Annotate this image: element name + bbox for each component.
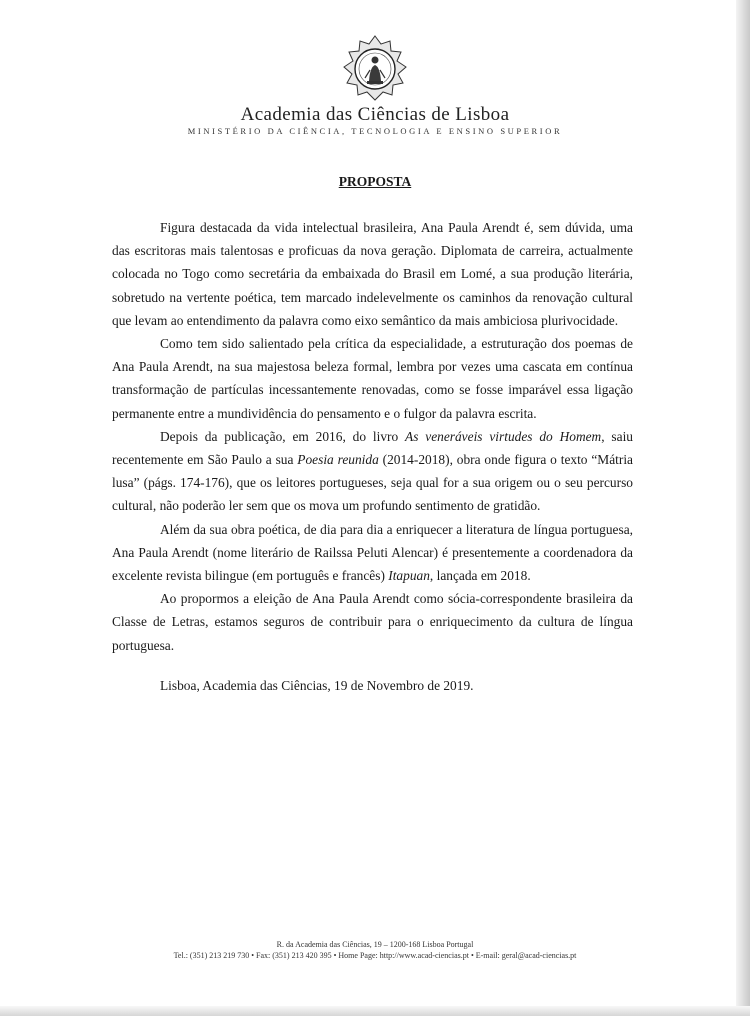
paragraph-3 <box>112 425 633 518</box>
ministry-subtitle: MINISTÉRIO DA CIÊNCIA, TECNOLOGIA E ENSINO SUPERIOR <box>187 126 563 136</box>
journal-title-itapuan: Itapuan <box>388 568 430 584</box>
footer-address: R. da Academia das Ciências, 19 – 1200-168 Lisboa Portugal <box>276 940 474 949</box>
paragraph-5: Ao propormos a eleição de Ana Paula Arendt como sócia-correspondente brasileira da Classe de Letras, estamos seguros de contribuir para o enriquecimento da cultura de língua portuguesa. <box>112 591 633 653</box>
place-and-date: Lisboa, Academia das Ciências, 19 de Novembro de 2019. <box>160 678 474 693</box>
paragraph-4-text-b: , lançada em 2018. <box>429 568 531 584</box>
paragraph-2: Como tem sido salientado pela crítica da especialidade, a estruturação dos poemas de Ana Paula Arendt, na sua majestosa beleza formal, lembra por vezes uma cascata em contínua transformação de partículas incessantemente renovadas, como se fosse imparável essa ligação permanente entre a mundividência do pensamento e o fulgor da palavra escrita. <box>112 336 633 421</box>
paragraph-3-text-c: (2014-2018), obra onde figura o texto “Mátria lusa” (págs. 174-176), que os leitores portugueses, seja qual for a sua origem ou o seu percurso cultural, não poderão ler sem que os mova um profundo sentimento de gratidão. <box>112 452 633 514</box>
institution-name: Academia das Ciências de Lisboa <box>240 104 510 125</box>
paragraph-4 <box>112 518 633 588</box>
page-edge-shadow-right <box>736 0 750 1016</box>
book-title-veneraveis-virtudes: As veneráveis virtudes do Homem <box>405 428 602 444</box>
footer-contacts: Tel.: (351) 213 219 730 • Fax: (351) 213 420 395 • Home Page: http://www.acad-ciencias.pt • E-mail: geral@acad-ciencias.pt <box>173 951 577 960</box>
document-heading: PROPOSTA <box>338 174 412 189</box>
page-edge-shadow-bottom <box>0 1006 750 1016</box>
paragraph-3-text-a: Depois da publicação, em 2016, do livro <box>160 428 406 444</box>
academy-seal-emblem-icon <box>340 34 410 104</box>
paragraph-3-text-b: , saiu recentemente em São Paulo a sua <box>112 428 633 468</box>
paragraph-4-text-a: Além da sua obra poética, de dia para dia a enriquecer a literatura de língua portuguesa, Ana Paula Arendt (nome literário de Railssa Peluti Alencar) é presentemente a coordenadora da excelente revista bilingue (em português e francês) <box>112 521 633 584</box>
paragraph-1: Figura destacada da vida intelectual brasileira, Ana Paula Arendt é, sem dúvida, uma das escritoras mais talentosas e proficuas da nova geração. Diplomata de carreira, actualmente colocada no Togo como secretária da embaixada do Brasil em Lomé, a sua produção literária, sobretudo na vertente poética, tem marcado indelevelmente os caminhos da renovação cultural que levam ao entendimento da palavra como eixo semântico da mais ambiciosa plurivocidade. <box>112 220 633 328</box>
document-body <box>112 216 633 657</box>
book-title-poesia-reunida: Poesia reunida <box>297 452 379 468</box>
letterhead-footer <box>0 939 750 961</box>
